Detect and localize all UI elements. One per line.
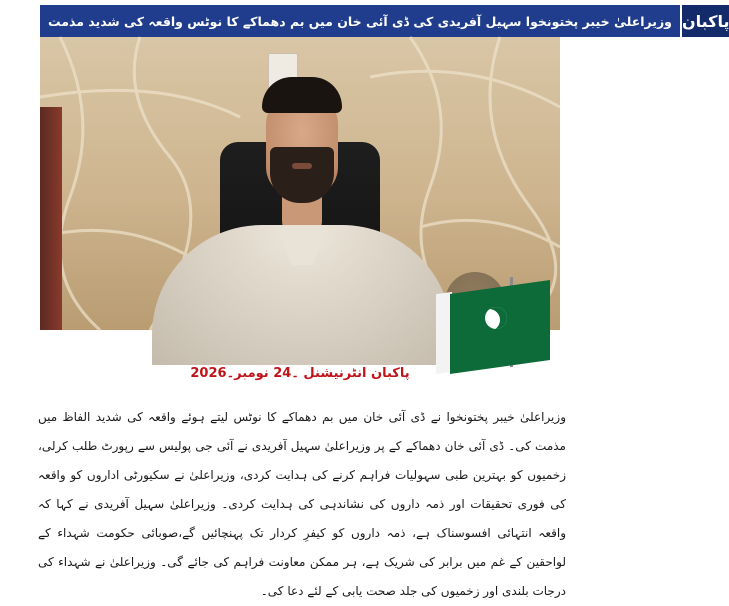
brand-name: پاکبان [681,11,729,31]
news-photo [40,37,560,330]
person-hair [262,77,342,113]
person-beard [270,147,334,203]
article-paragraph: وزیراعلیٰ خیبر پختونخوا نے ڈی آئی خان میں بم دھماکے کا نوٹس لیتے ہوئے واقعہ کی شدید الفاظ میں مذمت کی۔ ڈی آئی خان دھماکے کے پر وزیراعلیٰ سہیل آفریدی نے آئی جی پولیس سے رپورٹ طلب کرلی، زخمیوں کو بہترین طبی سہولیات فراہم کرنے کی ہدایت کردی، وزیراعلیٰ نے سکیورٹی اداروں کو واقعہ کی فوری تحقیقات اور ذمہ داروں کی نشاندہی کی ہدایت کردی۔ وزیراعلیٰ سہیل آفریدی نے کہا کہ واقعہ انتہائی افسوسناک ہے، ذمہ داروں کو کیفرِ کردار تک پہنچائیں گے،صوبائی حکومت شہداء کے لواحقین کے غم میں برابر کی شریک ہے، ہر ممکن معاونت فراہم کی جائے گی۔ وزیراعلیٰ نے شہداء کی درجات بلندی اور زخمیوں کی جلد صحت یابی کے لئے دعا کی۔ [38,410,566,598]
curtain [40,107,62,330]
brand-logo [680,5,729,37]
person-mouth [292,163,312,169]
crescent-icon [485,307,507,329]
dateline: پاکبان انٹرنیشنل ۔24 نومبر۔2026 [190,366,410,381]
headline-text: وزیراعلیٰ خیبر پختونخوا سہیل آفریدی کی ڈی آئی خان میں بم دھماکے کا نوٹس واقعہ کی شدید مذمت [48,13,672,29]
article-body [38,403,566,606]
headline-bar [40,5,680,37]
news-header [40,5,729,37]
